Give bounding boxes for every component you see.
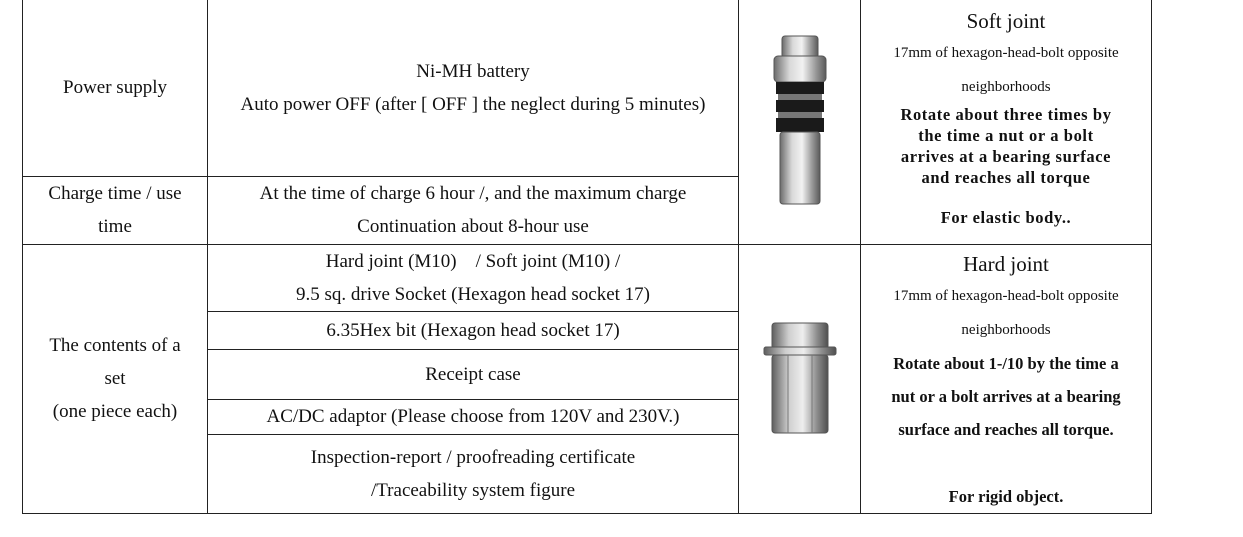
soft-joint-description: Soft joint 17mm of hexagon-head-bolt opposite neighborhoods Rotate about three times by the time a nut or a bolt arrives at a bearing surface and reaches all torque For elastic body.. <box>861 0 1152 244</box>
power-supply-label: Power supply <box>23 0 208 176</box>
set-item-receipt-case: Receipt case <box>208 349 739 400</box>
set-item-adaptor: AC/DC adaptor (Please choose from 120V and 230V.) <box>208 400 739 434</box>
charge-time-value: At the time of charge 6 hour /, and the maximum charge Continuation about 8-hour use <box>208 176 739 244</box>
soft-joint-title: Soft joint <box>966 9 1046 33</box>
soft-joint-image <box>760 32 840 212</box>
set-item-joints: Hard joint (M10) / Soft joint (M10) / 9.5 sq. drive Socket (Hexagon head socket 17) <box>208 244 739 312</box>
charge-time-label: Charge time / use time <box>23 176 208 244</box>
set-contents-label: The contents of a set (one piece each) <box>23 244 208 513</box>
hard-joint-description: Hard joint 17mm of hexagon-head-bolt opposite neighborhoods Rotate about 1-/10 by the time a nut or a bolt arrives at a bearing surface and reaches all torque. For rigid object. <box>861 244 1152 513</box>
power-supply-value: Ni-MH battery Auto power OFF (after [ OFF ] the neglect during 5 minutes) <box>208 0 739 176</box>
hard-joint-image <box>758 319 842 439</box>
spec-table <box>22 0 1152 514</box>
hard-joint-image-cell <box>739 244 861 513</box>
soft-joint-image-cell <box>739 0 861 244</box>
hard-joint-title: Hard joint <box>963 251 1049 276</box>
set-item-hex-bit: 6.35Hex bit (Hexagon head socket 17) <box>208 312 739 349</box>
set-item-inspection-report: Inspection-report / proofreading certificate /Traceability system figure <box>208 434 739 513</box>
